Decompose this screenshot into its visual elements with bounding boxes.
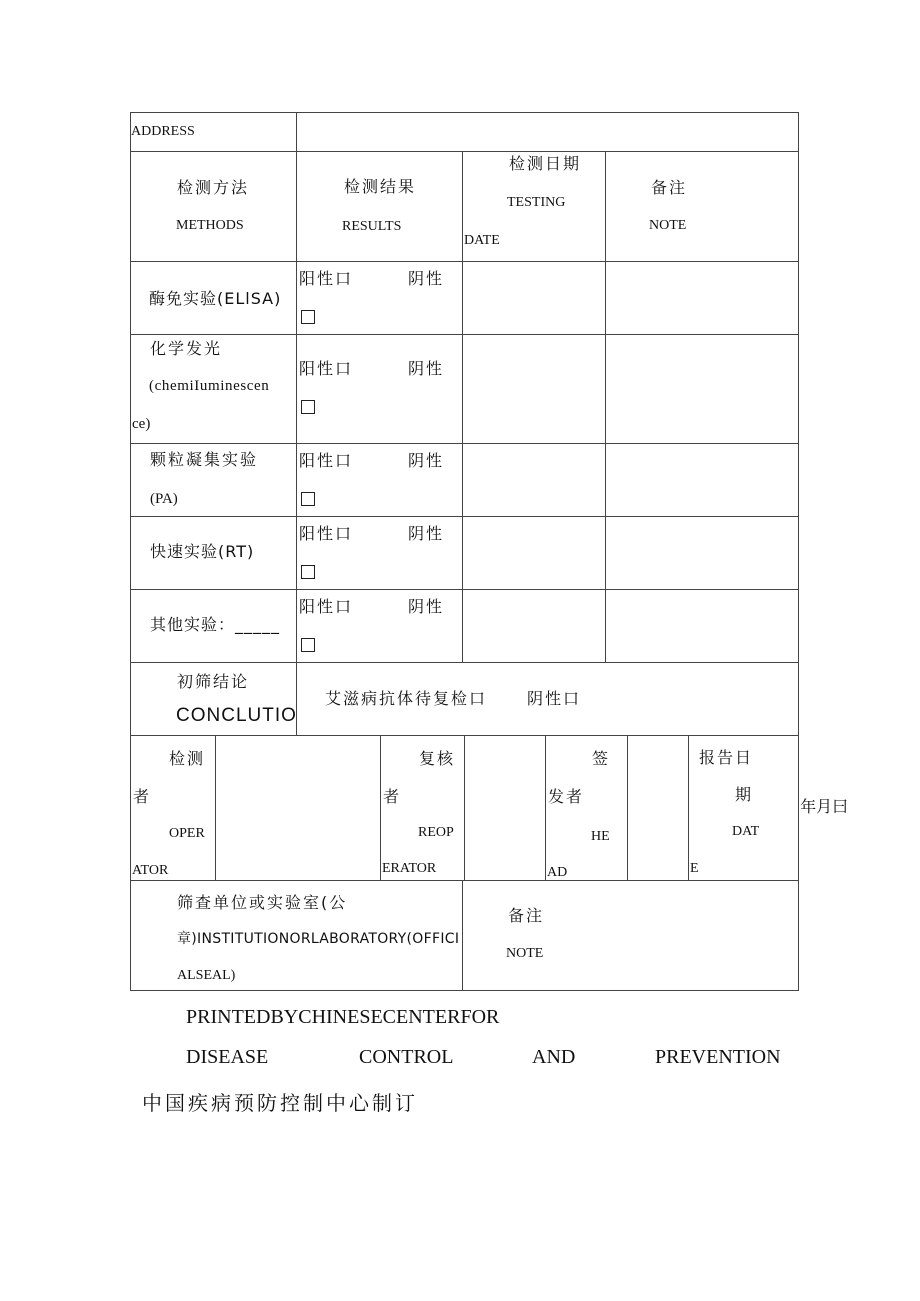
head-label-en2: AD (547, 865, 568, 880)
note-cell[interactable] (606, 335, 799, 444)
footer-word-prevention: PREVENTION (655, 1046, 781, 1068)
address-label: ADDRESS (131, 124, 195, 139)
note-header-cell (606, 152, 799, 262)
note-header-cn: 备注 (651, 178, 688, 197)
negative-checkbox[interactable] (301, 565, 315, 579)
method-name-line3: ce) (132, 416, 151, 432)
hiv-test-report-form (130, 112, 849, 991)
footer-word-and: AND (532, 1046, 576, 1068)
date-cell[interactable] (463, 590, 606, 663)
positive-option[interactable]: 阳性口 (299, 597, 354, 616)
result-cell (297, 262, 463, 335)
note-header-en: NOTE (649, 218, 687, 233)
report-date-label-en1: DAT (732, 824, 760, 839)
address-row (131, 113, 799, 152)
reoperator-signature-field[interactable] (465, 736, 546, 881)
note-cell[interactable] (606, 517, 799, 590)
result-header-cn: 检测结果 (344, 177, 417, 196)
note-cell[interactable] (606, 444, 799, 517)
conclusion-value-cell (297, 663, 799, 736)
head-label-cell (546, 736, 628, 881)
positive-option[interactable]: 阳性口 (299, 269, 354, 288)
report-date-label-cell (689, 736, 772, 881)
conclusion-row (131, 663, 799, 736)
header-row (131, 152, 799, 262)
report-date-label-en2: E (690, 861, 699, 876)
report-date-label-cn2: 期 (735, 785, 754, 804)
negative-option[interactable]: 阴性 (408, 359, 445, 378)
result-header-en: RESULTS (342, 219, 402, 234)
method-header-cn: 检测方法 (177, 178, 250, 197)
head-signature-field[interactable] (628, 736, 688, 881)
reoperator-label-cell (381, 736, 465, 881)
result-cell (297, 590, 463, 663)
address-label-cell (131, 113, 297, 152)
reoperator-label-cn1: 复核 (419, 749, 456, 768)
report-date-label-cn1: 报告日 (699, 748, 754, 767)
institution-note-cell[interactable] (463, 881, 799, 991)
result-cell (297, 335, 463, 444)
institution-label-line2: 章)INSTITUTIONORLABORATORY(OFFICI (177, 931, 460, 947)
head-label-cn1: 签 (592, 749, 611, 768)
date-cell[interactable] (463, 262, 606, 335)
reoperator-label-en2: ERATOR (382, 861, 437, 876)
date-cell[interactable] (463, 335, 606, 444)
method-name: 化学发光 (150, 339, 223, 358)
operator-group (131, 736, 381, 881)
method-row-elisa (131, 262, 799, 335)
method-name: 快速实验(RT) (150, 542, 255, 561)
method-name: 酶免实验(ELlSA) (149, 289, 282, 308)
negative-option[interactable]: 阴性 (408, 524, 445, 543)
method-row-chemiluminescence (131, 335, 799, 444)
method-cell (131, 517, 297, 590)
operator-label-en2: ATOR (132, 863, 169, 878)
conclusion-label-en: CONCLUTIO (176, 705, 297, 726)
positive-option[interactable]: 阳性口 (299, 359, 354, 378)
method-cell (131, 590, 297, 663)
note-cell[interactable] (606, 590, 799, 663)
positive-option[interactable]: 阳性口 (299, 451, 354, 470)
signers-row (131, 736, 799, 881)
result-header-cell (297, 152, 463, 262)
operator-signature-field[interactable] (216, 736, 297, 881)
negative-option[interactable]: 阴性 (408, 269, 445, 288)
institution-row (131, 881, 799, 991)
footer-word-disease: DISEASE (186, 1046, 269, 1068)
method-name-line2: (PA) (150, 491, 178, 507)
reoperator-label-en1: REOP (418, 825, 454, 840)
negative-option[interactable]: 阴性 (408, 451, 445, 470)
positive-option[interactable]: 阳性口 (299, 524, 354, 543)
date-header-en1: TESTING (507, 195, 566, 210)
reoperator-label-cn2: 者 (383, 787, 402, 806)
conclusion-label-cn: 初筛结论 (177, 672, 250, 691)
result-cell (297, 444, 463, 517)
negative-checkbox[interactable] (301, 638, 315, 652)
operator-label-cn2: 者 (133, 787, 152, 806)
method-row-pa (131, 444, 799, 517)
operator-label-cn1: 检测 (169, 749, 206, 768)
date-header-cn: 检测日期 (509, 154, 582, 173)
negative-checkbox[interactable] (301, 492, 315, 506)
method-row-other (131, 590, 799, 663)
footer-printed-by: PRINTEDBYCHINESECENTERFOR (186, 1006, 500, 1028)
method-header-cell (131, 152, 297, 262)
result-cell (297, 517, 463, 590)
date-cell[interactable] (463, 517, 606, 590)
institution-label-line1: 筛查单位或实验室(公 (177, 893, 348, 912)
operator-label-en1: OPER (169, 826, 205, 841)
footer-cn-attribution: 中国疾病预防控制中心制订 (142, 1091, 418, 1115)
date-header-en2: DATE (464, 233, 500, 248)
date-cell[interactable] (463, 444, 606, 517)
institution-note-cn: 备注 (508, 906, 545, 925)
reoperator-group (381, 736, 546, 881)
method-cell (131, 262, 297, 335)
method-row-rt (131, 517, 799, 590)
method-cell (131, 335, 297, 444)
operator-label-cell (131, 736, 216, 881)
method-name: 颗粒凝集实验 (150, 450, 259, 469)
head-label-cn2: 发者 (548, 787, 585, 806)
method-name: 其他实验：_____ (150, 615, 281, 634)
head-group (546, 736, 689, 881)
conclusion-option-negative[interactable]: 阴性口 (527, 689, 582, 708)
institution-cell[interactable] (131, 881, 463, 991)
method-name-line2: (chemiIuminescen (149, 378, 270, 394)
report-date-value: 年月曰 (800, 797, 849, 816)
report-date-group (689, 736, 799, 881)
conclusion-label-cell (131, 663, 297, 736)
conclusion-option-retest[interactable]: 艾滋病抗体待复检口 (325, 689, 488, 708)
institution-note-en: NOTE (506, 946, 544, 961)
head-label-en1: HE (591, 829, 610, 844)
method-header-en: METHODS (176, 218, 244, 233)
note-cell[interactable] (606, 262, 799, 335)
institution-label-line3: ALSEAL) (177, 968, 236, 983)
negative-option[interactable]: 阴性 (408, 597, 445, 616)
method-cell (131, 444, 297, 517)
address-value-cell[interactable] (297, 113, 799, 152)
negative-checkbox[interactable] (301, 400, 315, 414)
negative-checkbox[interactable] (301, 310, 315, 324)
date-header-cell (463, 152, 606, 262)
footer-word-control: CONTROL (359, 1046, 454, 1068)
